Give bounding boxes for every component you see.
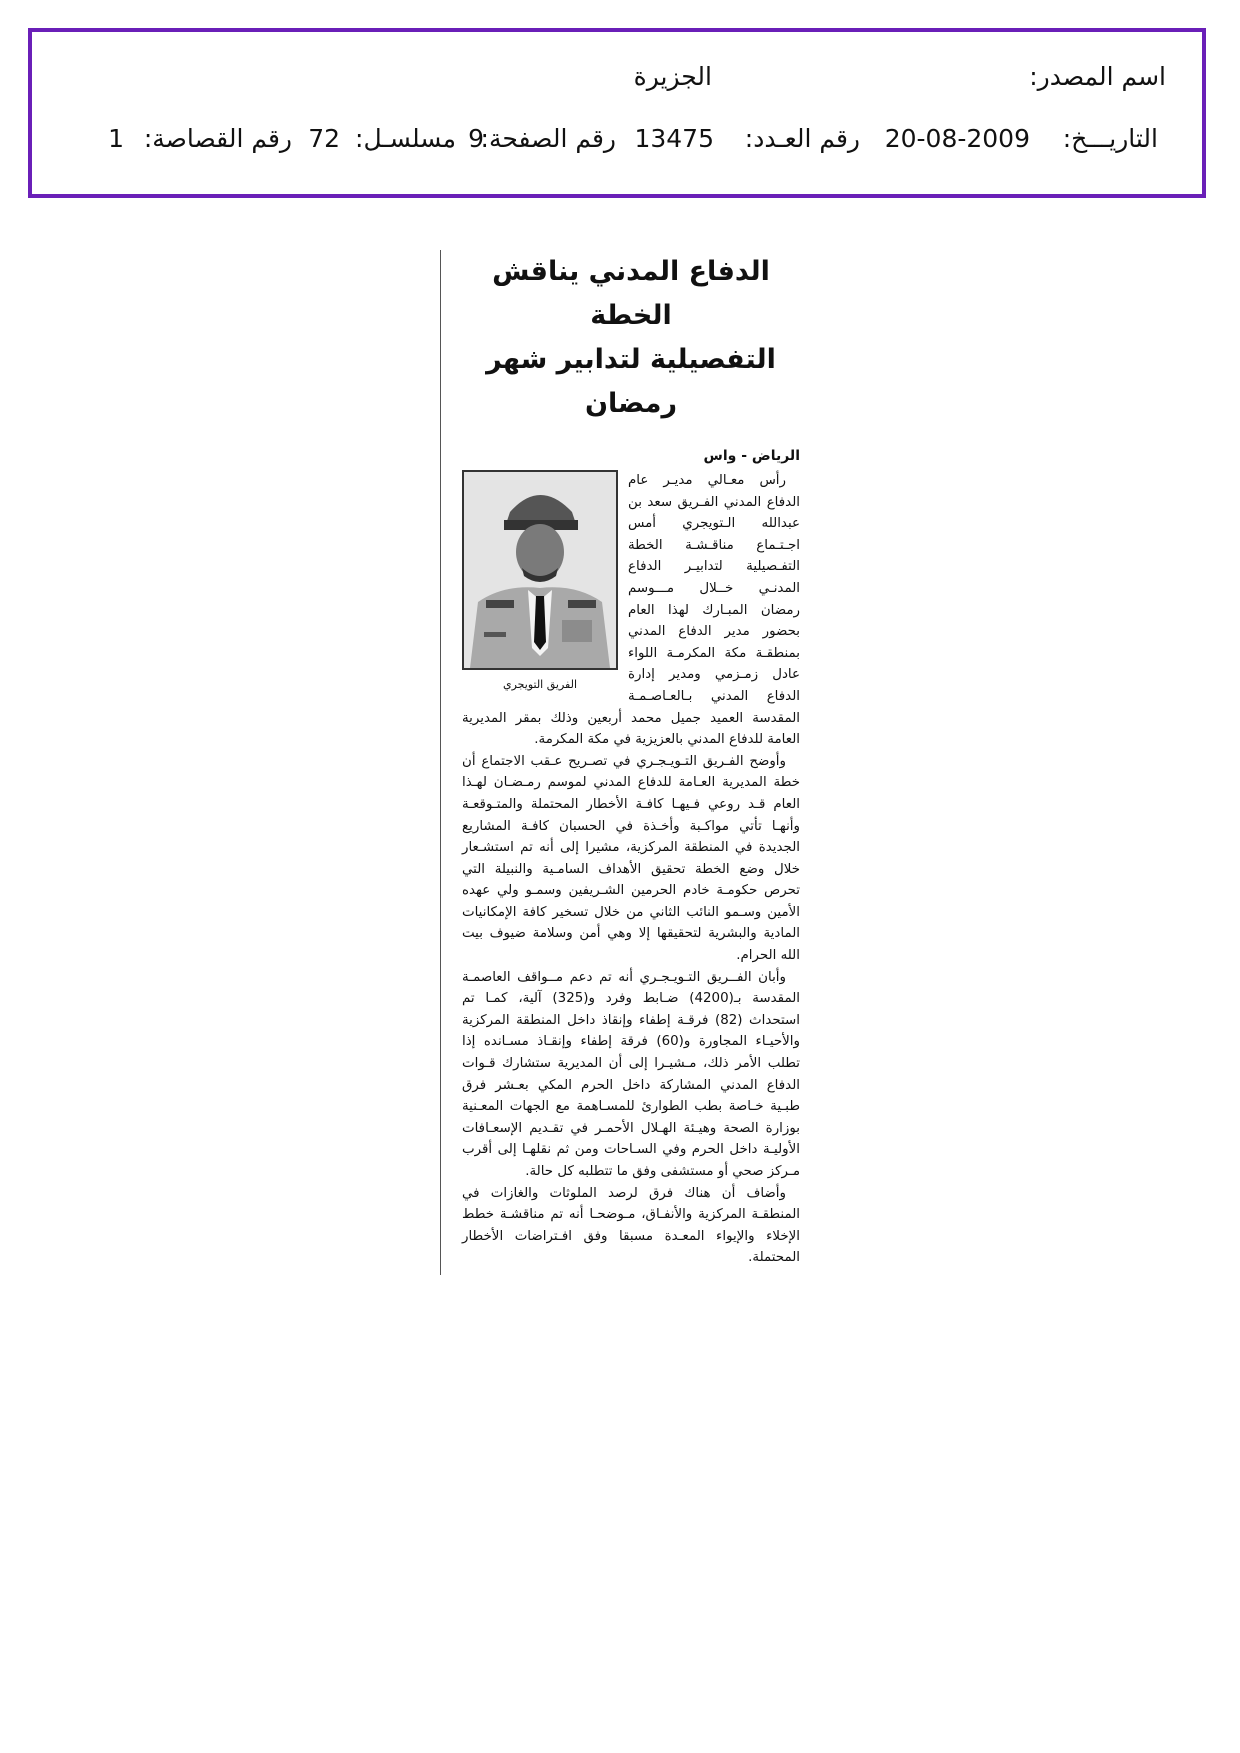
serial-label: مسلسـل: <box>355 124 456 153</box>
photo-caption: الفريق التويجري <box>502 678 578 691</box>
source-value: الجزيرة <box>633 62 712 91</box>
source-label: اسم المصدر: <box>1029 62 1166 91</box>
metadata-box <box>28 28 1206 198</box>
page-value: 9 <box>468 124 484 153</box>
photo-block <box>462 470 618 691</box>
clip-label: رقم القصاصة: <box>143 124 292 153</box>
clip-value: 1 <box>108 124 124 153</box>
paragraph-2: وأوضح الفـريق التـويـجـري في تصـريح عـقب الاجتماع أن خطة المديرية العـامة للدفاع المدني لموسم رمـضـان لهـذا العام قـد روعي فـيهـا كافـة الأخطار المحتملة والمتـوقعـة وأنهـا تأتي مواكـبة وأخـذة في الحسبان كافـة المشاريع الجديدة في المنطقة المركزية، مشيرا إلى أنه تم استشـعار خلال وضع الخطة تحقيق الأهداف السامـية والنبيلة التي تحرص حكومـة خادم الحرمين الشـريفين وسمـو ولي عهده الأمين وسـمو النائب الثاني من خلال تسخير كافة الإمكانيات المادية والبشرية لتحقيقها إلا وهي أمن وسلامة ضيوف بيت الله الحرام. <box>462 753 800 964</box>
officer-photo <box>462 470 618 670</box>
date-label: التاريـــخ: <box>1062 124 1158 153</box>
date-value: 20-08-2009 <box>884 124 1030 153</box>
portrait-image-icon <box>464 472 616 668</box>
news-article <box>462 250 800 1269</box>
issue-label: رقم العـدد: <box>744 124 860 153</box>
column-divider <box>440 250 441 1275</box>
metadata-row-details <box>32 124 1202 164</box>
page-label: رقم الصفحة: <box>480 124 616 153</box>
headline <box>462 250 800 426</box>
headline-line-2: التفصيلية لتدابير شهر رمضان <box>486 344 776 419</box>
paragraph-3: وأبان الفــريق التـويـجـري أنه تم دعم مــواقف العاصمـة المقدسة بـ(4200) ضـابط وفرد و(325) آلية، كمـا تم استحداث (82) فرقـة إطفاء وإنقاذ داخل المنطقة المركزية والأحيـاء المجاورة و(60) فرقة إطفاء وإنقـاذ مسـانده إذا تطلب الأمر ذلك، مـشيـرا إلى أن المديرية ستشارك قـوات الدفاع المدني المشاركة داخل الحرم المكي بعـشر فرق طبـية خـاصة بطب الطوارئ للمسـاهمة مع الجهات المعـنية بوزارة الصحة وهيـئة الهـلال الأحمـر في تقـديم الإسعـافات الأوليـة داخل الحرم وفي السـاحات ومن ثم نقلهـا إلى أقرب مـركز صحي أو مستشفى وفق ما تتطلبه كل حالة. <box>462 969 800 1179</box>
headline-line-1: الدفاع المدني يناقش الخطة <box>492 256 770 331</box>
paragraph-4: وأضاف أن هناك فرق لرصد الملوثات والغازات في المنطقـة المركزية والأنفـاق، مـوضحـا أنه تم مناقشـة خطط الإخلاء والإيواء المعـدة مسبقا وفق افـتراضات الأخطار المحتملة. <box>462 1185 800 1266</box>
serial-value: 72 <box>308 124 340 153</box>
dateline: الرياض - واس <box>703 448 800 464</box>
issue-value: 13475 <box>634 124 714 153</box>
paragraph-1: رأس معـالي مديـر عام الدفاع المدني الفـريق سعد بن عبدالله الـتويجري أمس اجـتـماع مناقـشـة الخطة التفـصيلية لتدابيـر الدفاع المدنـي خــلال مـــوسم رمضان المبـارك لهذا العام بحضور مدير الدفاع المدني بمنطقـة مكة المكرمـة اللواء عادل زمـزمي ومدير إدارة الدفاع المدني بـالعـاصـمـة المقدسة العميد جميل محمد أربعين وذلك بمقر المديرية العامة للدفاع المدني بالعزيزية في مكة المكرمة. <box>462 473 800 748</box>
metadata-row-source <box>32 62 1202 102</box>
